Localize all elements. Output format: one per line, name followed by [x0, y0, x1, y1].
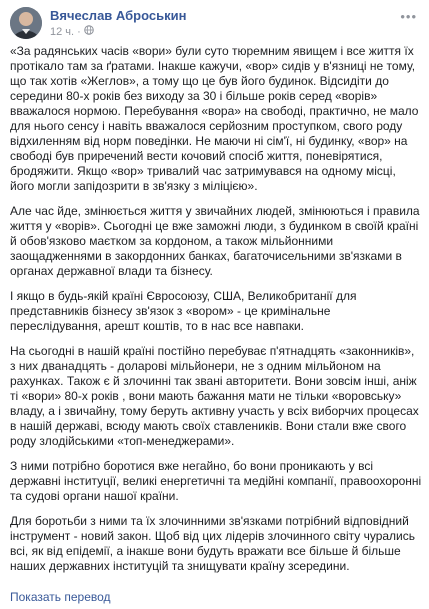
post-header	[10, 7, 419, 39]
post-paragraph: Для боротьби з ними та їх злочинними зв'язками потрібний відповідний інструмент - новий закон. Щоб від цих лідерів злочинного світу чурались всі, як від епідемії, а інакше вони будуть вражати все більше й більше наших державних інституцій та знищувати країну зсередини.	[10, 514, 416, 573]
post-paragraph: З ними потрібно боротися вже негайно, бо вони проникають у всі державні інституції, великі енергетичні та медійні компанії, правоохоронні та судові органи нашої країни.	[10, 459, 422, 503]
post-paragraph: І якщо в будь-якій країні Євросоюзу, США, Великобританії для представників бізнесу зв'язок з «вором» - це кримінальне переслідування, арешт коштів, то в нас все навпаки.	[10, 289, 357, 333]
post-body	[10, 44, 422, 584]
globe-icon	[84, 25, 94, 38]
avatar[interactable]	[10, 7, 42, 39]
post-paragraph: На сьогодні в нашій країні постійно перебуває п'ятнадцять «законників», з них дванадцять - доларові мільйонери, не з одним мільйоном на рахунках. Також є й злочинні так звані авторитети. Вони зовсім інші, аніж ті «вори» 80-х років , вони мають бажання мати не тільки «воровську» владу, а і звичайну, тому беруть активну участь у всіх виборчих процесах в нашій державі, всюду мають своїх ставлеників. Вони стали вже свого роду злодійськими «топ-менеджерами».	[10, 344, 419, 448]
more-dots-icon[interactable]: •••	[400, 9, 417, 24]
post-meta	[50, 25, 94, 38]
post-paragraph: Але час йде, змінюється життя у звичайних людей, змінюються і правила життя у «ворів». Сьогодні це вже заможні люди, з будинком в своїй країні й обов'язково маєтком за кордоном, а також мільйонними заощадженнями в закордонних банках, багаточисельними зв'язками в органах державної влади та бізнесу.	[10, 204, 420, 278]
post-timestamp[interactable]: 12 ч.	[50, 25, 75, 38]
show-translation-link[interactable]: Показать перевод	[10, 590, 111, 604]
separator-dot: ·	[77, 25, 81, 38]
author-name[interactable]: Вячеслав Аброськин	[50, 8, 187, 23]
post-paragraph: «За радянських часів «вори» були суто тюремним явищем і все життя їх протікало там за ґратами. Інакше кажучи, «вор» сидів у в'язниці не тому, що так хотів «Жеглов», а тому що це був його будинок. Відсидіти до середини 80-х років без виходу за 30 і більше років серед «ворів» вважалося нормою. Перебування «вора» на свободі, практично, не мало для нього сенсу і навіть вважалося серйозним проступком, свого роду відхиленням від норм поведінки. Не маючи ні сім'ї, ні будинку, «вор» на свободі був приречений вести кочовий спосіб життя, поневірятися, бродяжити. Якщо «вор» тривалий час затримувався на одному місці, його могли запідозрити в зв'язку з міліцією».	[10, 44, 419, 193]
